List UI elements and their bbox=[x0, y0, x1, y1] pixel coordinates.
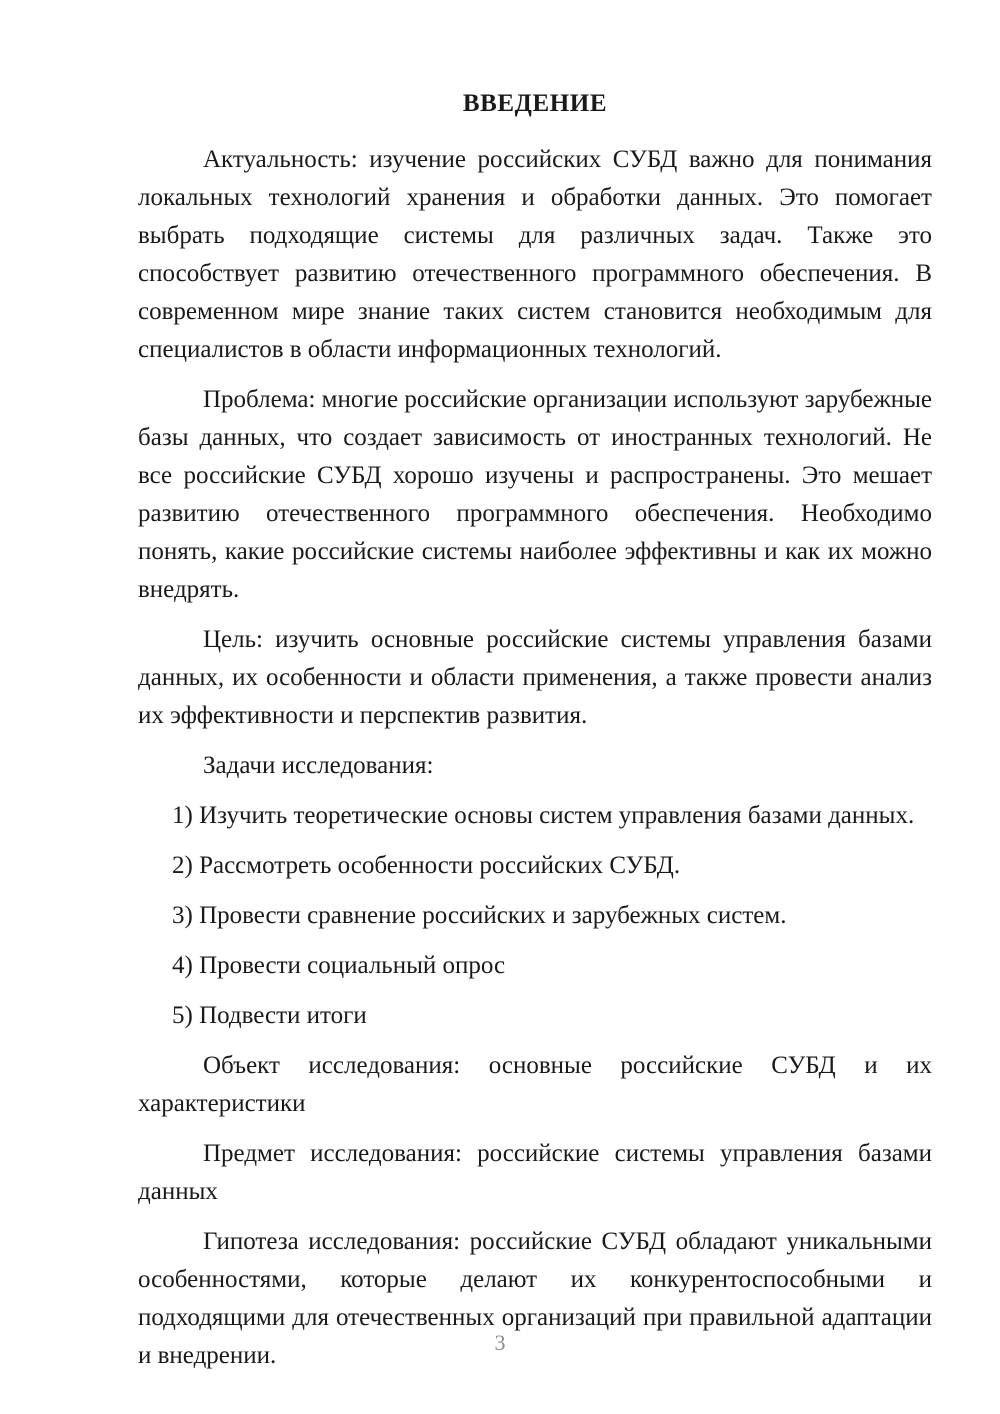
paragraph-goal: Цель: изучить основные российские системы управления базами данных, их особенности и области применения, а также провести анализ их эффективности и перспектив развития. bbox=[138, 626, 932, 730]
page-title: ВВЕДЕНИЕ bbox=[462, 90, 608, 117]
paragraph-subject: Предмет исследования: российские системы управления базами данных bbox=[138, 1140, 932, 1206]
tasks-heading: Задачи исследования: bbox=[203, 752, 434, 780]
list-item: 3) Провести сравнение российских и зарубежных систем. bbox=[172, 902, 787, 930]
paragraph-problem: Проблема: многие российские организации используют зарубежные базы данных, что создает зависимость от иностранных технологий. Не все российские СУБД хорошо изучены и распространены. Это мешает развитию отечественного программного обеспечения. Необходимо понять, какие российские системы наиболее эффективны и как их можно внедрять. bbox=[138, 386, 932, 604]
list-item: 4) Провести социальный опрос bbox=[172, 952, 506, 980]
tasks-list bbox=[138, 797, 932, 1035]
list-item: 5) Подвести итоги bbox=[172, 1002, 367, 1030]
list-item: 1) Изучить теоретические основы систем управления базами данных. bbox=[172, 802, 915, 830]
page-number: 3 bbox=[494, 1330, 506, 1355]
paragraph-relevance: Актуальность: изучение российских СУБД важно для понимания локальных технологий хранения и обработки данных. Это помогает выбрать подходящие системы для различных задач. Также это способствует развитию отечественного программного обеспечения. В современном мире знание таких систем становится необходимым для специалистов в области информационных технологий. bbox=[138, 146, 932, 364]
paragraph-hypothesis: Гипотеза исследования: российские СУБД обладают уникальными особенностями, которые делают их конкурентоспособными и подходящими для отечественных организаций при правильной адаптации и внедрении. bbox=[138, 1228, 932, 1370]
list-item: 2) Рассмотреть особенности российских СУБД. bbox=[172, 852, 681, 880]
paragraph-object: Объект исследования: основные российские СУБД и их характеристики bbox=[138, 1052, 932, 1118]
document-body bbox=[138, 88, 932, 1375]
